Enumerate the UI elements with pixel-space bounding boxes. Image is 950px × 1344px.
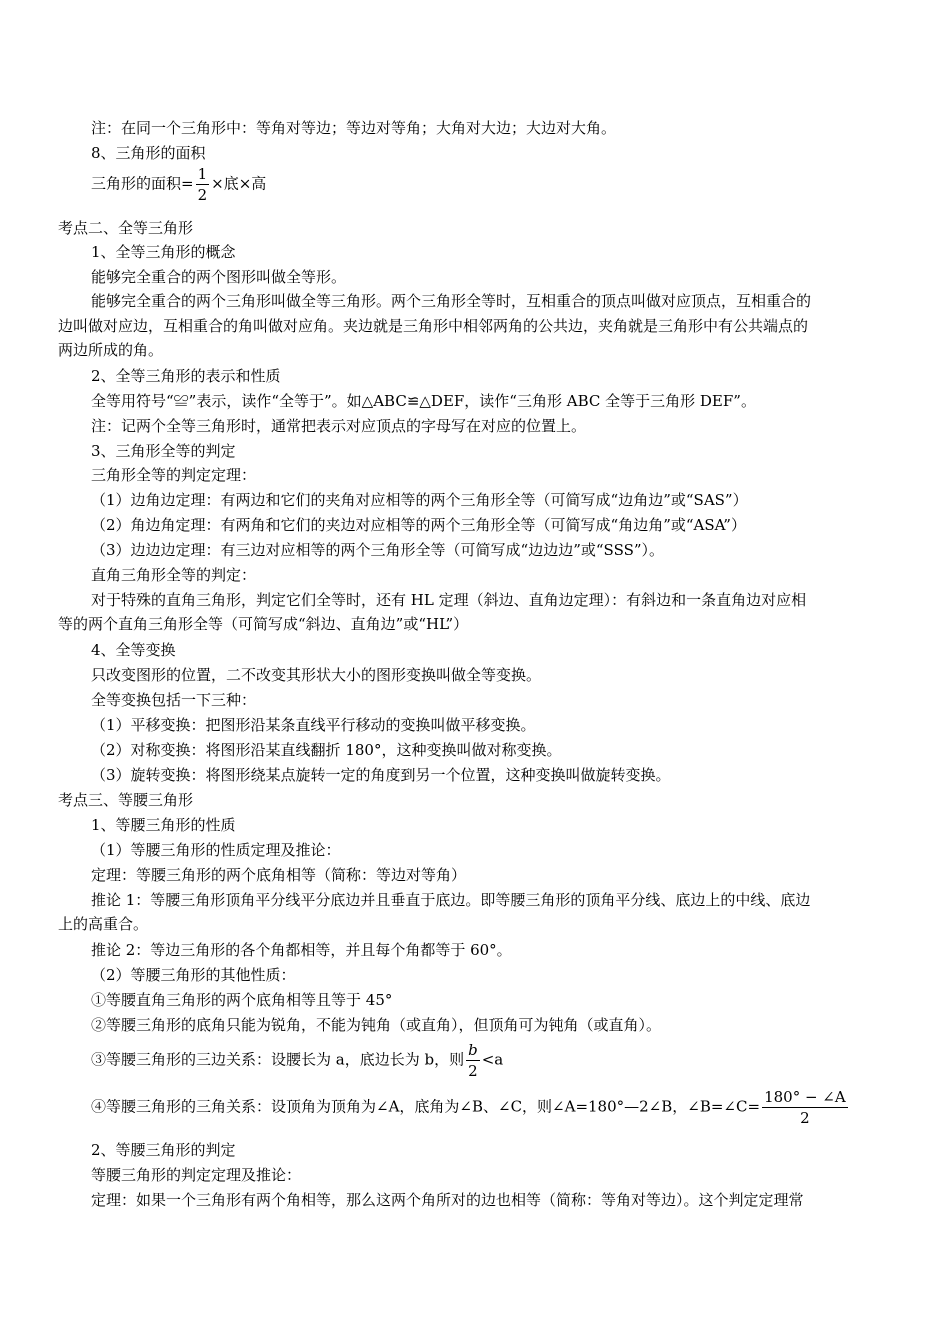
transform-rotation: （3）旋转变换：将图形绕某点旋转一定的角度到另一个位置，这种变换叫做旋转变换。: [91, 766, 671, 784]
section2-heading-2: 2、全等三角形的表示和性质: [91, 367, 281, 385]
section2-para-2-line-3: 两边所成的角。: [58, 341, 164, 359]
criterion-hl-line-1: 对于特殊的直角三角形，判定它们全等时，还有 HL 定理（斜边、直角边定理）：有斜边和一条直角边对应相: [91, 591, 807, 609]
transform-reflection: （2）对称变换：将图形沿某直线翻折 180°，这种变换叫做对称变换。: [91, 741, 562, 759]
corollary-1-line-2: 上的高重合。: [58, 915, 149, 933]
property-3-fraction: [466, 1040, 480, 1081]
property-3-denominator: 2: [468, 1062, 478, 1080]
isosceles-theorem: 定理：等腰三角形的两个底角相等（简称：等边对等角）: [91, 866, 467, 884]
congruence-criteria-intro: 三角形全等的判定定理：: [91, 466, 257, 484]
area-fraction-denominator: 2: [197, 186, 208, 204]
right-triangle-criteria-intro: 直角三角形全等的判定：: [91, 566, 257, 584]
isosceles-criteria-theorem: 定理：如果一个三角形有两个角相等，那么这两个角所对的边也相等（简称：等角对等边）。这个判定定理常: [91, 1191, 804, 1209]
property-4-fraction: [762, 1087, 848, 1128]
area-fraction-numerator: 1: [197, 165, 208, 183]
area-heading: 8、三角形的面积: [91, 144, 206, 162]
criterion-sas: （1）边角边定理：有两边和它们的夹角对应相等的两个三角形全等（可简写成“边角边”或“SAS”）: [91, 491, 748, 509]
congruence-notation: 全等用符号“≌”表示，读作“全等于”。如△ABC≌△DEF，读作“三角形 ABC 全等于三角形 DEF”。: [91, 392, 756, 410]
property-3-numerator: b: [468, 1041, 478, 1059]
section2-heading-3: 3、三角形全等的判定: [91, 442, 236, 460]
property-3: [91, 1040, 503, 1081]
transform-translation: （1）平移变换：把图形沿某条直线平行移动的变换叫做平移变换。: [91, 716, 536, 734]
section2-para-2-line-2: 边叫做对应边，互相重合的角叫做对应角。夹边就是三角形中相邻两角的公共边，夹角就是三角形中有公共端点的: [58, 317, 809, 335]
property-4: [91, 1087, 850, 1128]
section2-para-1: 能够完全重合的两个图形叫做全等形。: [91, 268, 347, 286]
section2-heading-4: 4、全等变换: [91, 641, 176, 659]
section2-para-2-line-1: 能够完全重合的两个三角形叫做全等三角形。两个三角形全等时，互相重合的顶点叫做对应顶点，互相重合的: [91, 292, 812, 310]
section3-heading-2: 2、等腰三角形的判定: [91, 1141, 236, 1159]
section2-title: 考点二、全等三角形: [58, 219, 194, 237]
criterion-sss: （3）边边边定理：有三边对应相等的两个三角形全等（可简写成“边边边”或“SSS”）。: [91, 541, 665, 559]
property-2: ②等腰三角形的底角只能为锐角，不能为钝角（或直角），但顶角可为钝角（或直角）。: [91, 1016, 662, 1034]
isosceles-other-properties: （2）等腰三角形的其他性质：: [91, 966, 296, 984]
note-equal-angles: 注：在同一个三角形中：等角对等边；等边对等角；大角对大边；大边对大角。: [91, 119, 617, 137]
area-fraction: [196, 164, 210, 205]
section3-title: 考点三、等腰三角形: [58, 791, 194, 809]
congruence-note: 注：记两个全等三角形时，通常把表示对应顶点的字母写在对应的位置上。: [91, 417, 587, 435]
corollary-2: 推论 2：等边三角形的各个角都相等，并且每个角都等于 60°。: [91, 941, 512, 959]
property-3-suffix: <a: [481, 1050, 504, 1069]
area-formula-prefix: 三角形的面积=: [91, 174, 194, 193]
area-formula: [91, 164, 266, 205]
property-1: ①等腰直角三角形的两个底角相等且等于 45°: [91, 991, 393, 1009]
property-3-prefix: ③等腰三角形的三边关系：设腰长为 a，底边长为 b，则: [91, 1050, 465, 1069]
criterion-asa: （2）角边角定理：有两角和它们的夹边对应相等的两个三角形全等（可简写成“角边角”或“ASA”）: [91, 516, 746, 534]
isosceles-criteria-intro: 等腰三角形的判定定理及推论：: [91, 1166, 302, 1184]
congruent-transform-intro: 全等变换包括一下三种：: [91, 691, 257, 709]
property-4-denominator: 2: [800, 1109, 810, 1127]
section2-heading-1: 1、全等三角形的概念: [91, 243, 236, 261]
section3-heading-1: 1、等腰三角形的性质: [91, 816, 236, 834]
property-4-numerator: 180° − ∠A: [764, 1088, 846, 1106]
property-4-prefix: ④等腰三角形的三角关系：设顶角为顶角为∠A，底角为∠B、∠C，则∠A=180°—2∠B，∠B=∠C=: [91, 1097, 761, 1116]
corollary-1-line-1: 推论 1：等腰三角形顶角平分线平分底边并且垂直于底边。即等腰三角形的顶角平分线、底边上的中线、底边: [91, 891, 811, 909]
criterion-hl-line-2: 等的两个直角三角形全等（可简写成“斜边、直角边”或“HL”）: [58, 615, 469, 633]
congruent-transform-definition: 只改变图形的位置，二不改变其形状大小的图形变换叫做全等变换。: [91, 666, 542, 684]
area-formula-suffix: ×底×高: [211, 174, 267, 193]
isosceles-property-intro: （1）等腰三角形的性质定理及推论：: [91, 841, 341, 859]
